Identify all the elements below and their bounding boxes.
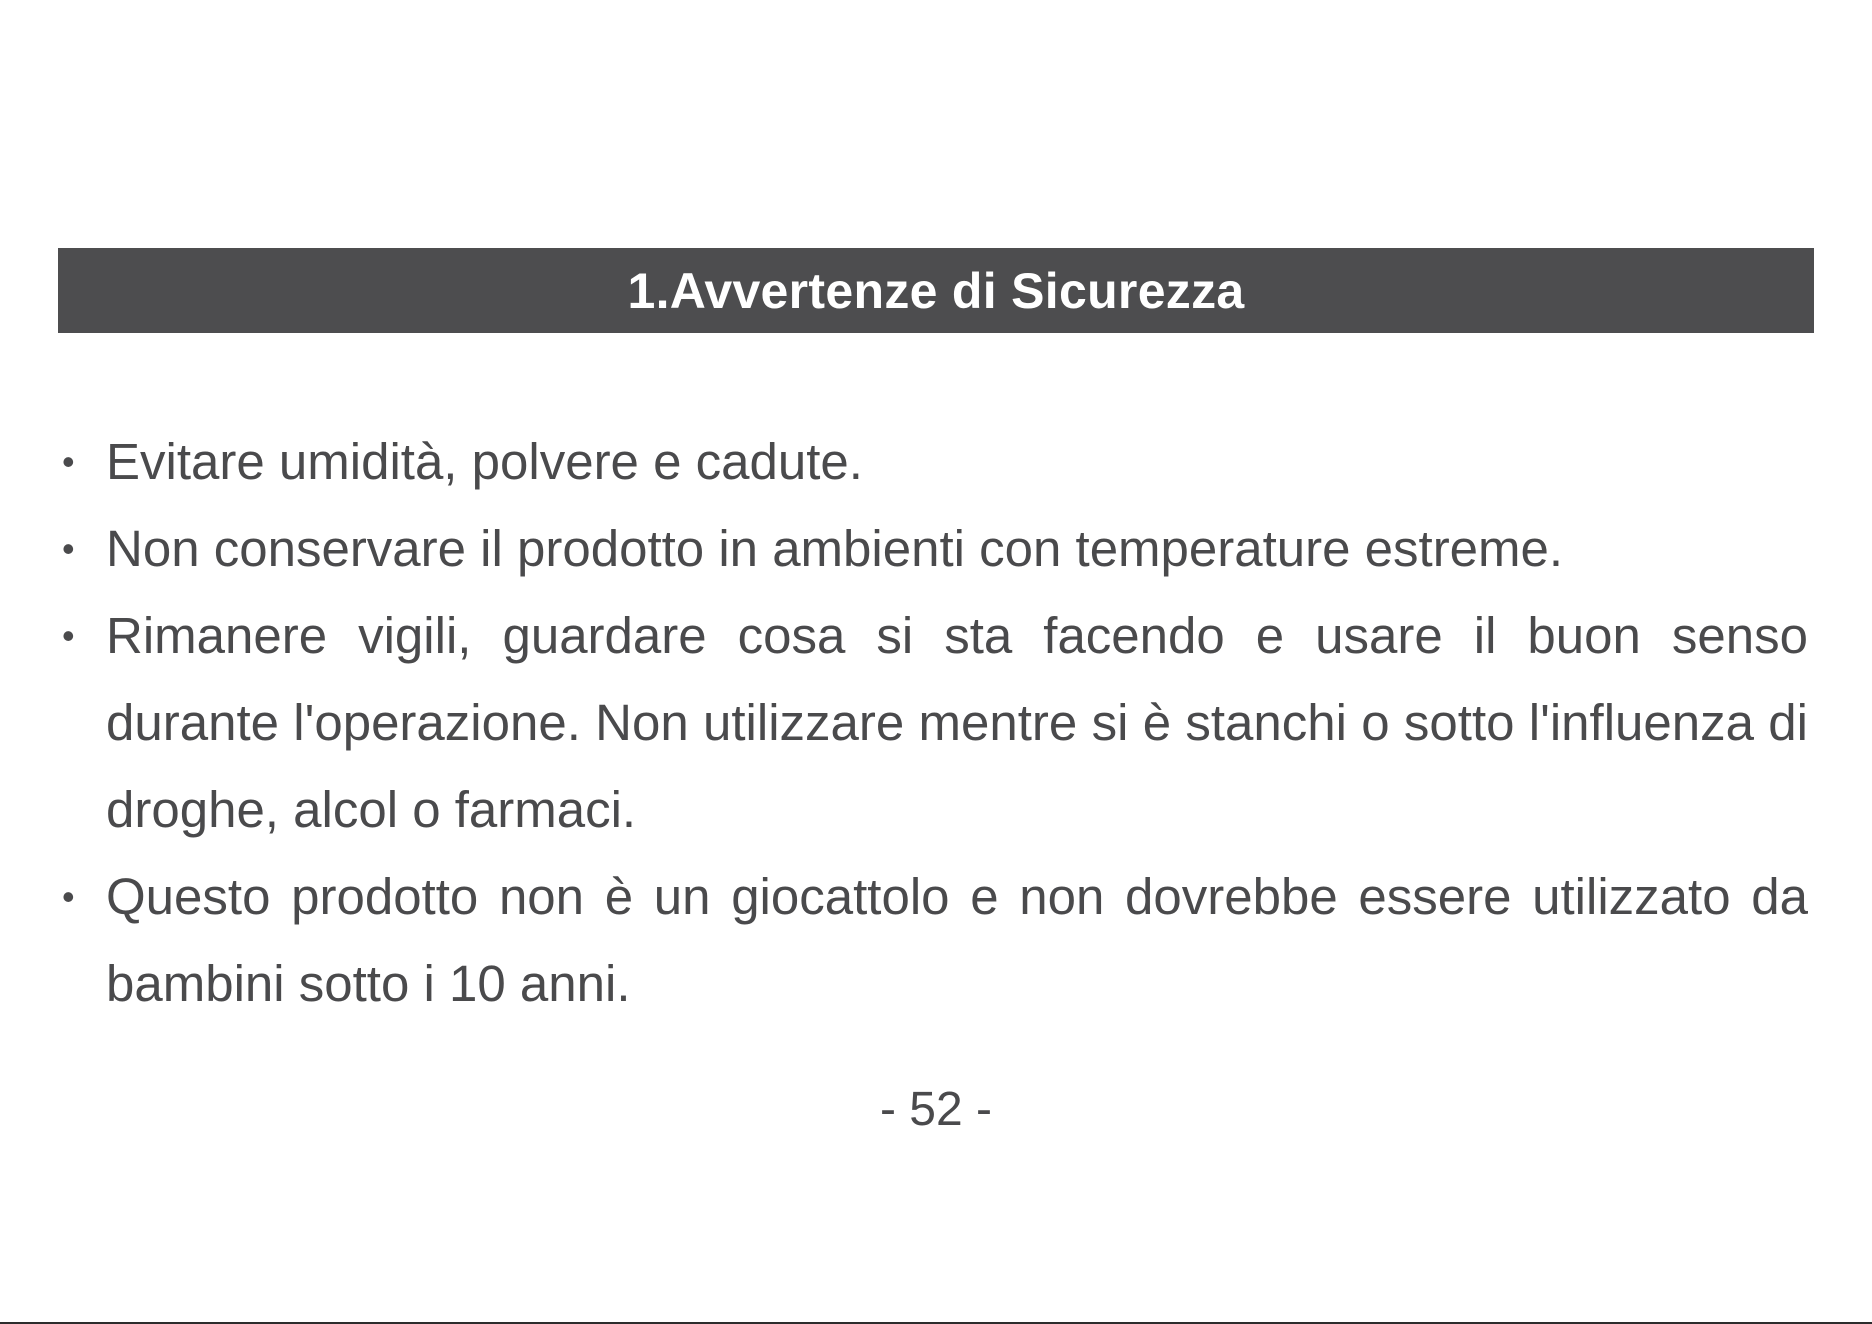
- bullet-icon: •: [62, 528, 75, 569]
- section-header: [58, 248, 1814, 333]
- list-item-text: Questo prodotto non è un giocattolo e non dovrebbe essere utilizzato da bambini sotto i 10 anni.: [106, 868, 1808, 1012]
- list-item-text: Non conservare il prodotto in ambienti con temperature estreme.: [106, 520, 1564, 577]
- bullet-icon: •: [62, 615, 75, 656]
- bullet-icon: •: [62, 876, 75, 917]
- page-number: - 52 -: [879, 1083, 993, 1136]
- list-item: [58, 505, 1808, 592]
- bullet-list: [58, 418, 1808, 1027]
- bullet-icon: •: [62, 441, 75, 482]
- list-item: [58, 592, 1808, 853]
- list-item: [58, 853, 1808, 1027]
- section-title: 1.Avvertenze di Sicurezza: [627, 262, 1245, 319]
- list-item: [58, 418, 1808, 505]
- list-item-text: Evitare umidità, polvere e cadute.: [106, 433, 863, 490]
- list-item-text: Rimanere vigili, guardare cosa si sta facendo e usare il buon senso durante l'operazione. Non utilizzare mentre si è stanchi o sotto l'influenza di droghe, alcol o farmaci.: [106, 607, 1808, 838]
